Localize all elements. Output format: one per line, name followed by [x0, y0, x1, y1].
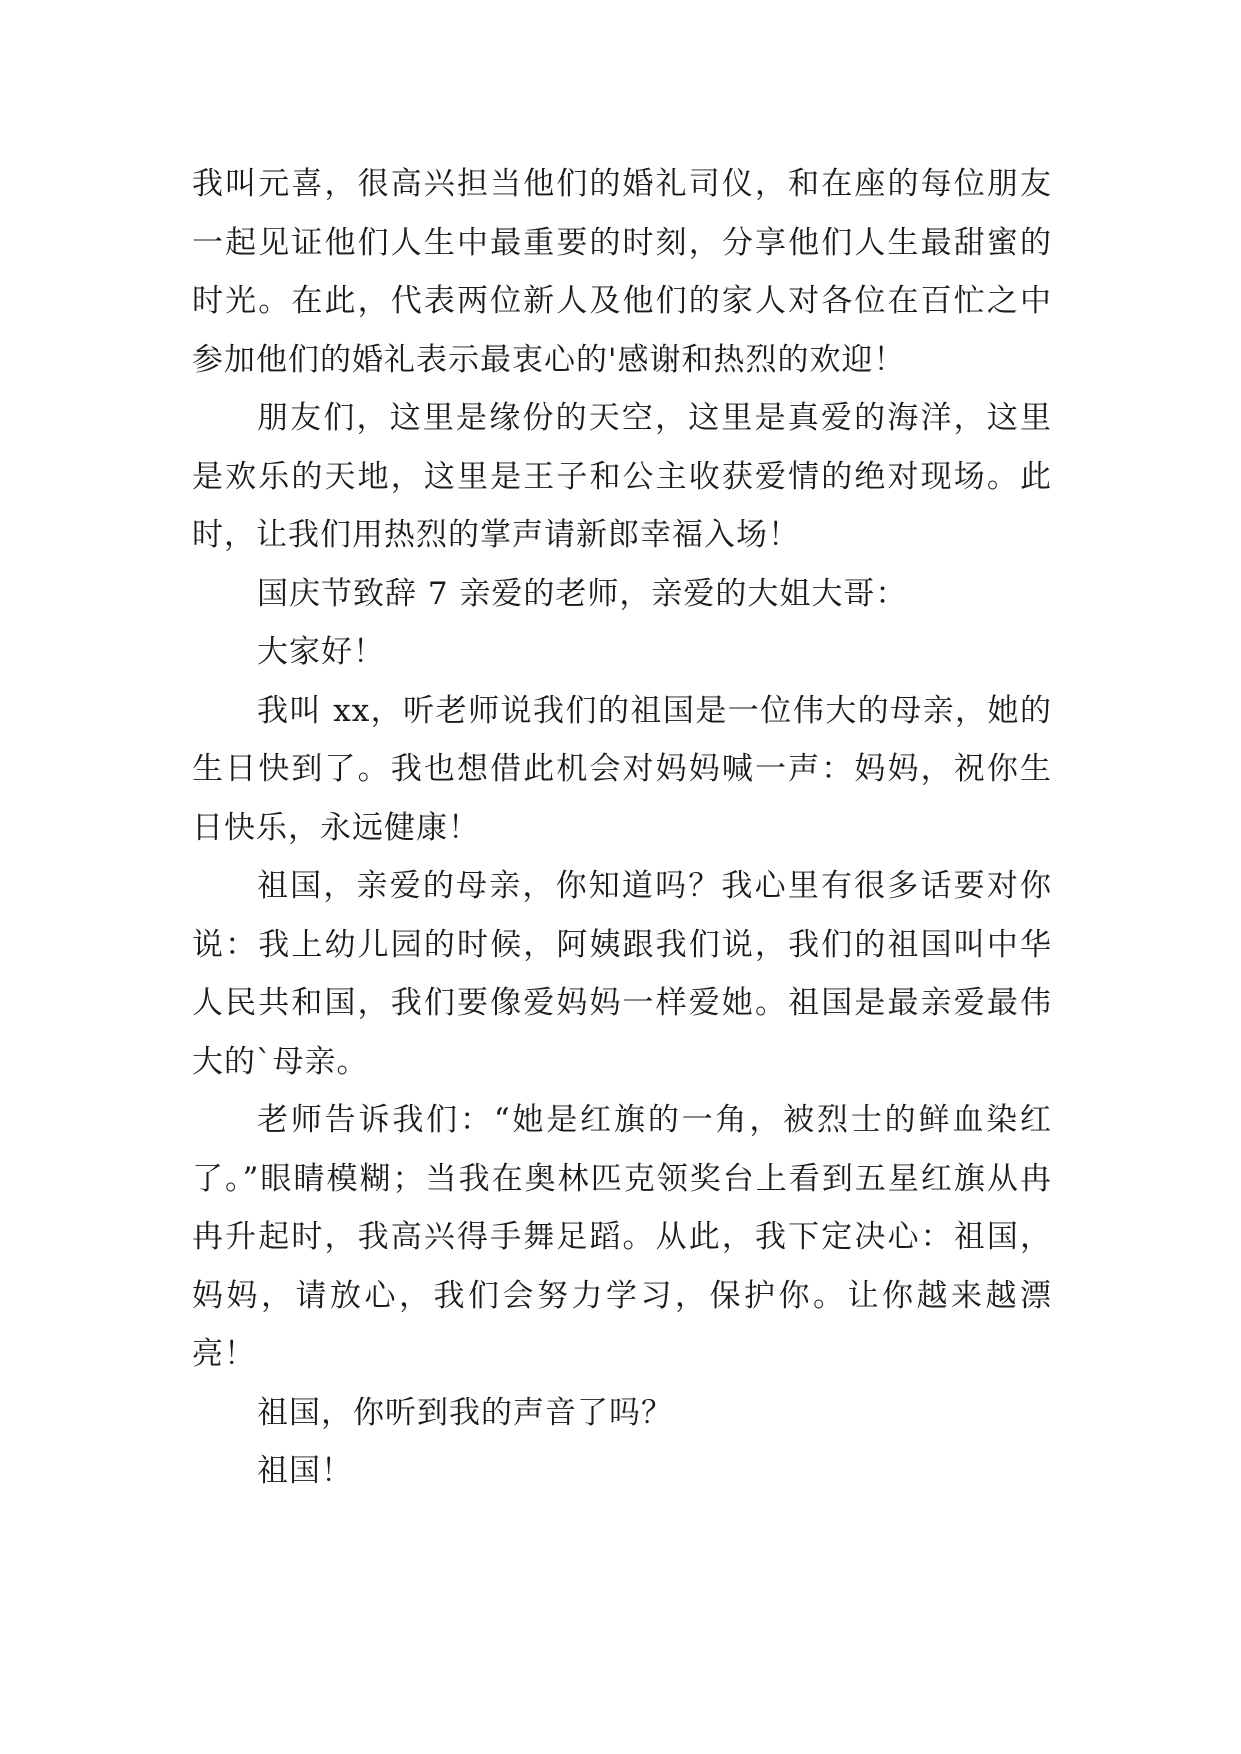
paragraph-9: 祖国！	[257, 1453, 353, 1489]
paragraph-2: 朋友们，这里是缘份的天空，这里是真爱的海洋，这里是欢乐的天地，这里是王子和公主收获爱情的绝对现场。此时，让我们用热烈的掌声请新郎幸福入场！	[192, 400, 1052, 553]
paragraph-7: 老师告诉我们：“她是红旗的一角，被烈士的鲜血染红了。”眼睛模糊；当我在奥林匹克领奖台上看到五星红旗从冉冉升起时，我高兴得手舞足蹈。从此，我下定决心：祖国，妈妈，请放心，我们会努力学习，保护你。让你越来越漂亮！	[192, 1102, 1052, 1372]
paragraph-1: 我叫元喜，很高兴担当他们的婚礼司仪，和在座的每位朋友一起见证他们人生中最重要的时刻，分享他们人生最甜蜜的时光。在此，代表两位新人及他们的家人对各位在百忙之中参加他们的婚礼表示最衷心的'感谢和热烈的欢迎！	[192, 166, 1052, 378]
paragraph-4: 大家好！	[257, 634, 385, 670]
paragraph-6: 祖国，亲爱的母亲，你知道吗？我心里有很多话要对你说：我上幼儿园的时候，阿姨跟我们说，我们的祖国叫中华人民共和国，我们要像爱妈妈一样爱她。祖国是最亲爱最伟大的`母亲。	[192, 868, 1052, 1080]
paragraph-5: 我叫 xx，听老师说我们的祖国是一位伟大的母亲，她的生日快到了。我也想借此机会对妈妈喊一声：妈妈，祝你生日快乐，永远健康！	[192, 692, 1052, 846]
paragraph-3: 国庆节致辞 7 亲爱的老师，亲爱的大姐大哥：	[257, 575, 908, 612]
document-body	[192, 155, 1052, 1501]
paragraph-8: 祖国，你听到我的声音了吗？	[257, 1394, 673, 1431]
